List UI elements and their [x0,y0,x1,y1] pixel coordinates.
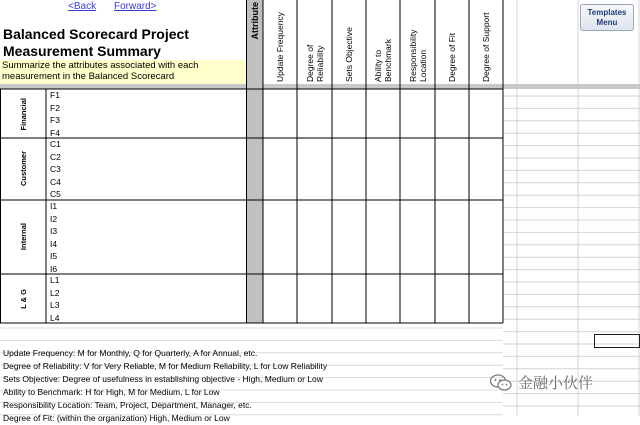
note-degree-of-fit: Degree of Fit: (within the organization) High, Medium or Low [3,413,230,423]
header-separator-band [0,84,640,89]
row-code: C4 [50,176,61,187]
column-header-label: Update Frequency [275,12,285,82]
row-code: F1 [50,90,60,100]
row-code: F3 [50,115,60,125]
row-codes-financial [50,89,60,139]
row-code: L1 [50,275,60,285]
page-title-line-1: Balanced Scorecard Project [3,26,189,42]
section-label-customer: Customer [18,151,28,187]
row-code: C3 [50,164,61,174]
row-codes-customer [50,138,61,201]
templates-menu-label-1: Templates [587,8,627,17]
section-l-and-g [0,274,46,323]
column-header-label: Degree of Fit [447,32,457,82]
templates-menu-button[interactable] [580,4,634,31]
row-codes-l-and-g [50,274,59,324]
wechat-chat-icon [490,374,512,392]
row-code: I6 [50,263,58,274]
section-label-l-and-g: L & G [18,288,28,309]
column-header-label: Ability to Benchmark [373,39,393,82]
column-headers [263,2,503,82]
row-code: I5 [50,251,58,261]
column-header-degree-of-support [469,2,503,82]
row-code: I1 [50,201,58,211]
row-code: L2 [50,287,60,298]
templates-menu-label-2: Menu [596,18,618,27]
column-header-degree-of-fit [435,2,469,82]
note-responsibility-location: Responsibility Location: Team, Project, Department, Manager, etc. [3,400,252,410]
note-degree-of-reliability: Degree of Reliability: V for Very Reliable, M for Medium Reliability, L for Low Reliability [3,361,328,371]
row-code: F4 [50,127,60,138]
row-code: I2 [50,213,58,224]
column-header-label: Sets Objective [344,27,354,82]
note-ability-to-benchmark: Ability to Benchmark: H for High, M for Medium, L for Low [3,387,220,397]
selected-cell[interactable] [594,334,640,348]
row-codes-internal [50,200,57,275]
page-title-line-2: Measurement Summary [3,43,161,59]
column-header-sets-objective [332,2,366,82]
section-label-financial: Financial [18,97,28,131]
watermark-text: 金融小伙伴 [518,374,594,392]
section-label-internal: Internal [18,223,28,251]
row-code: L3 [50,300,60,310]
row-code: C5 [50,189,61,199]
attribute-header-cell [247,2,263,82]
note-update-frequency: Update Frequency: M for Monthly, Q for Quarterly, A for Annual, etc. [3,348,258,358]
column-header-responsibility-location [400,2,435,82]
watermark [490,372,593,393]
section-customer [0,138,46,200]
row-code: I3 [50,226,58,236]
section-internal [0,200,46,274]
column-header-label: Responsibility Location [407,29,428,82]
attribute-header: Attribute [250,2,260,40]
page-title [3,26,246,60]
row-code: I4 [50,238,58,249]
column-header-label: Degree of Reliability [304,44,325,82]
legend-notes [3,347,327,425]
back-link[interactable]: <Back [68,1,97,12]
row-code: C2 [50,151,61,162]
row-code: F2 [50,102,60,113]
column-header-degree-of-reliability [297,2,332,82]
column-header-update-frequency [263,2,297,82]
page-subtitle-line-2: measurement in the Balanced Scorecard [2,71,175,82]
column-header-label: Degree of Support [481,12,491,82]
note-sets-objective: Sets Objective: Degree of usefulness in establishing objective - High, Medium or Low [3,374,323,384]
column-header-ability-to-benchmark [366,2,400,82]
row-code: L4 [50,312,60,323]
page-subtitle [0,60,246,84]
forward-link[interactable]: Forward> [114,1,157,12]
page-subtitle-line-1: Summarize the attributes associated with each [2,60,199,71]
row-code: C1 [50,139,61,149]
section-financial [0,90,46,138]
